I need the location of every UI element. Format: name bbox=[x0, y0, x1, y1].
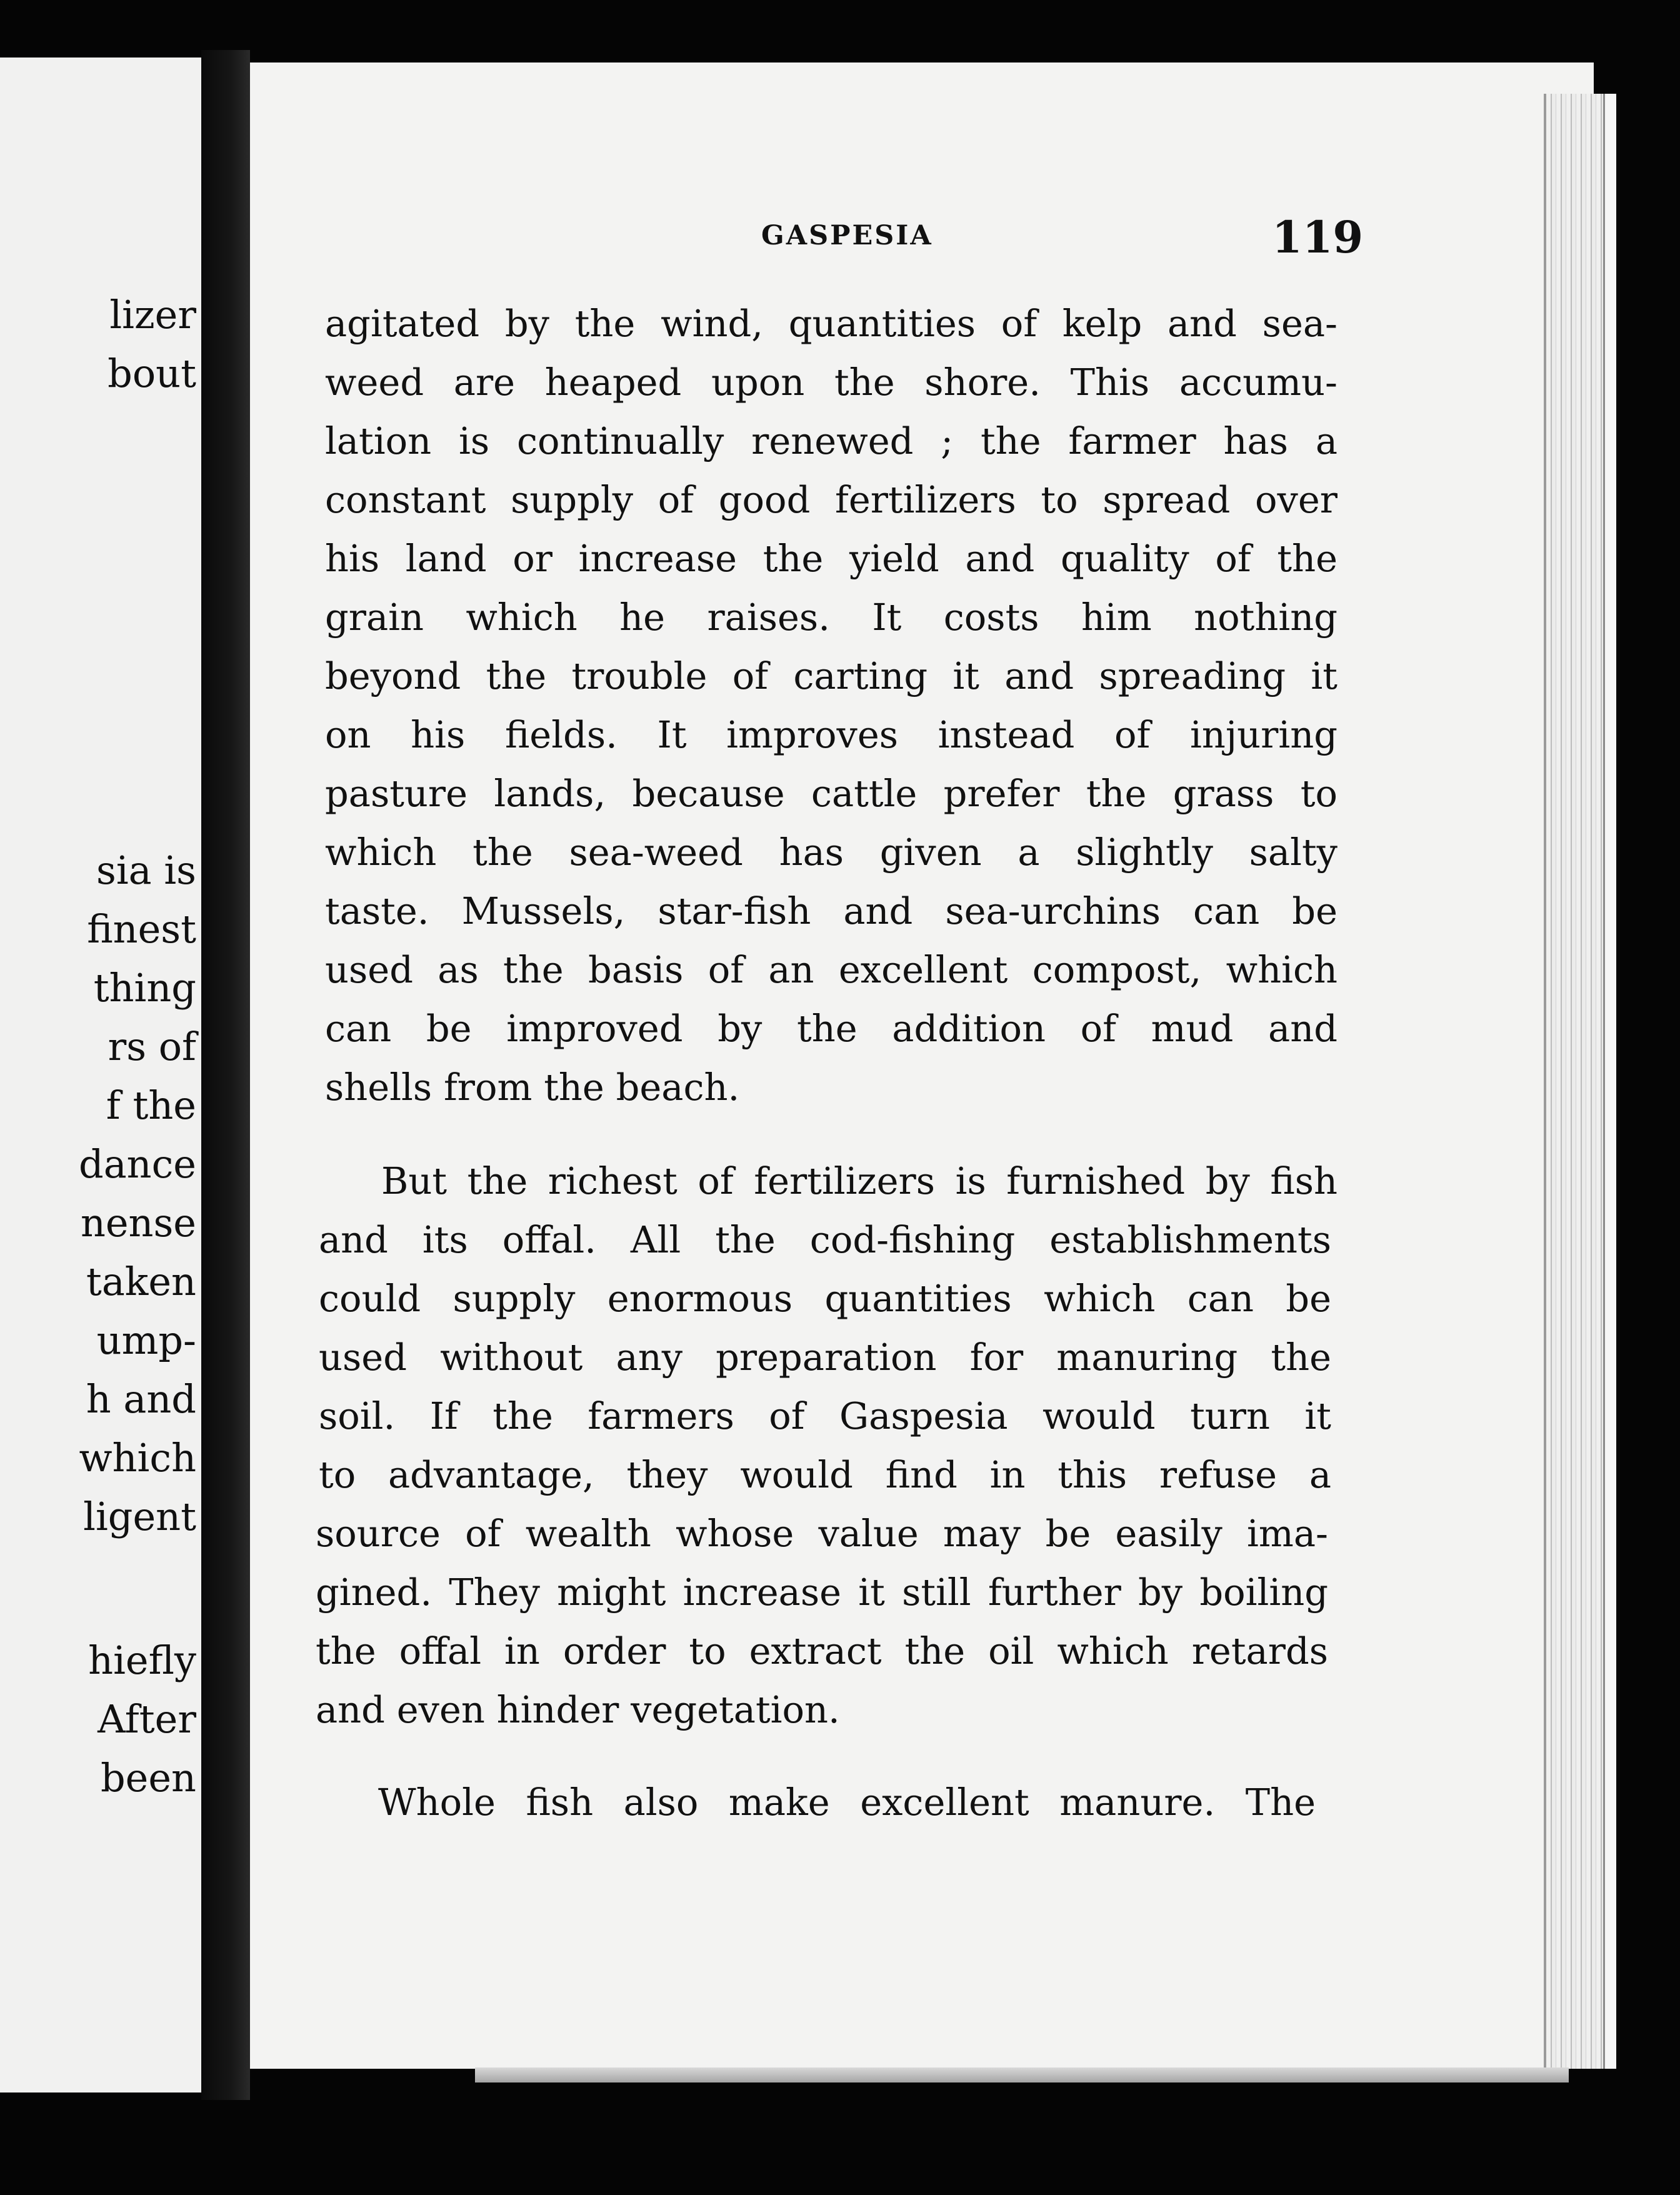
text-line: used as the basis of an excellent compost, which bbox=[325, 948, 1338, 991]
left-page-line: finest bbox=[87, 906, 196, 952]
left-page-line: thing bbox=[93, 965, 196, 1011]
text-line: shells from the beach. bbox=[325, 1066, 740, 1109]
text-line: grain which he raises. It costs him nothing bbox=[325, 596, 1338, 639]
text-line: source of wealth whose value may be easily ima- bbox=[316, 1512, 1328, 1555]
text-line: lation is continually renewed ; the farmer has a bbox=[325, 419, 1338, 462]
previous-page bbox=[0, 58, 205, 2092]
left-page-line: After bbox=[98, 1696, 196, 1742]
text-line: constant supply of good fertilizers to spread over bbox=[325, 478, 1338, 521]
text-line: which the sea-weed has given a slightly salty bbox=[325, 831, 1338, 874]
left-page-line: hiefly bbox=[88, 1638, 196, 1683]
text-line: and even hinder vegetation. bbox=[316, 1688, 840, 1731]
left-page-line: which bbox=[79, 1435, 196, 1481]
page-edge-outer bbox=[1603, 94, 1616, 2069]
text-line: gined. They might increase it still further by boiling bbox=[316, 1571, 1328, 1614]
text-line: agitated by the wind, quantities of kelp and sea- bbox=[325, 302, 1338, 345]
text-line: taste. Mussels, star-fish and sea-urchins can be bbox=[325, 889, 1338, 932]
left-page-line: been bbox=[100, 1755, 196, 1801]
left-page-line: ligent bbox=[83, 1494, 196, 1539]
left-page-line: ump- bbox=[96, 1318, 196, 1363]
text-line: beyond the trouble of carting it and spreading it bbox=[325, 654, 1338, 698]
left-page-line: lizer bbox=[109, 292, 196, 338]
text-line: the offal in order to extract the oil which retards bbox=[316, 1629, 1328, 1672]
left-page-line: bout bbox=[108, 351, 196, 396]
text-line: and its offal. All the cod-fishing establishments bbox=[319, 1218, 1331, 1261]
text-line: pasture lands, because cattle prefer the grass to bbox=[325, 772, 1338, 815]
text-line: But the richest of fertilizers is furnished by fish bbox=[381, 1159, 1338, 1202]
text-line: his land or increase the yield and quality of the bbox=[325, 537, 1338, 580]
running-head: GASPESIA bbox=[761, 220, 933, 251]
text-line: used without any preparation for manuring the bbox=[319, 1336, 1331, 1379]
text-line: to advantage, they would find in this refuse a bbox=[319, 1453, 1331, 1496]
text-line: can be improved by the addition of mud and bbox=[325, 1007, 1338, 1050]
text-line: weed are heaped upon the shore. This accumu- bbox=[325, 361, 1338, 404]
left-page-line: rs of bbox=[108, 1024, 196, 1069]
left-page-line: h and bbox=[86, 1376, 196, 1422]
text-line: on his fields. It improves instead of injuring bbox=[325, 713, 1338, 756]
book-gutter bbox=[201, 50, 250, 2100]
left-page-line: f the bbox=[106, 1082, 196, 1128]
text-line: Whole fish also make excellent manure. The bbox=[378, 1781, 1316, 1824]
page-number: 119 bbox=[1272, 211, 1364, 263]
left-page-line: nense bbox=[80, 1200, 196, 1246]
text-line: soil. If the farmers of Gaspesia would turn it bbox=[319, 1394, 1331, 1438]
left-page-line: sia is bbox=[96, 848, 196, 893]
text-line: could supply enormous quantities which can be bbox=[319, 1277, 1331, 1320]
page-bottom-edge bbox=[475, 2068, 1569, 2082]
left-page-line: taken bbox=[86, 1259, 196, 1304]
left-page-line: dance bbox=[79, 1141, 196, 1187]
page-edges bbox=[1544, 94, 1609, 2069]
